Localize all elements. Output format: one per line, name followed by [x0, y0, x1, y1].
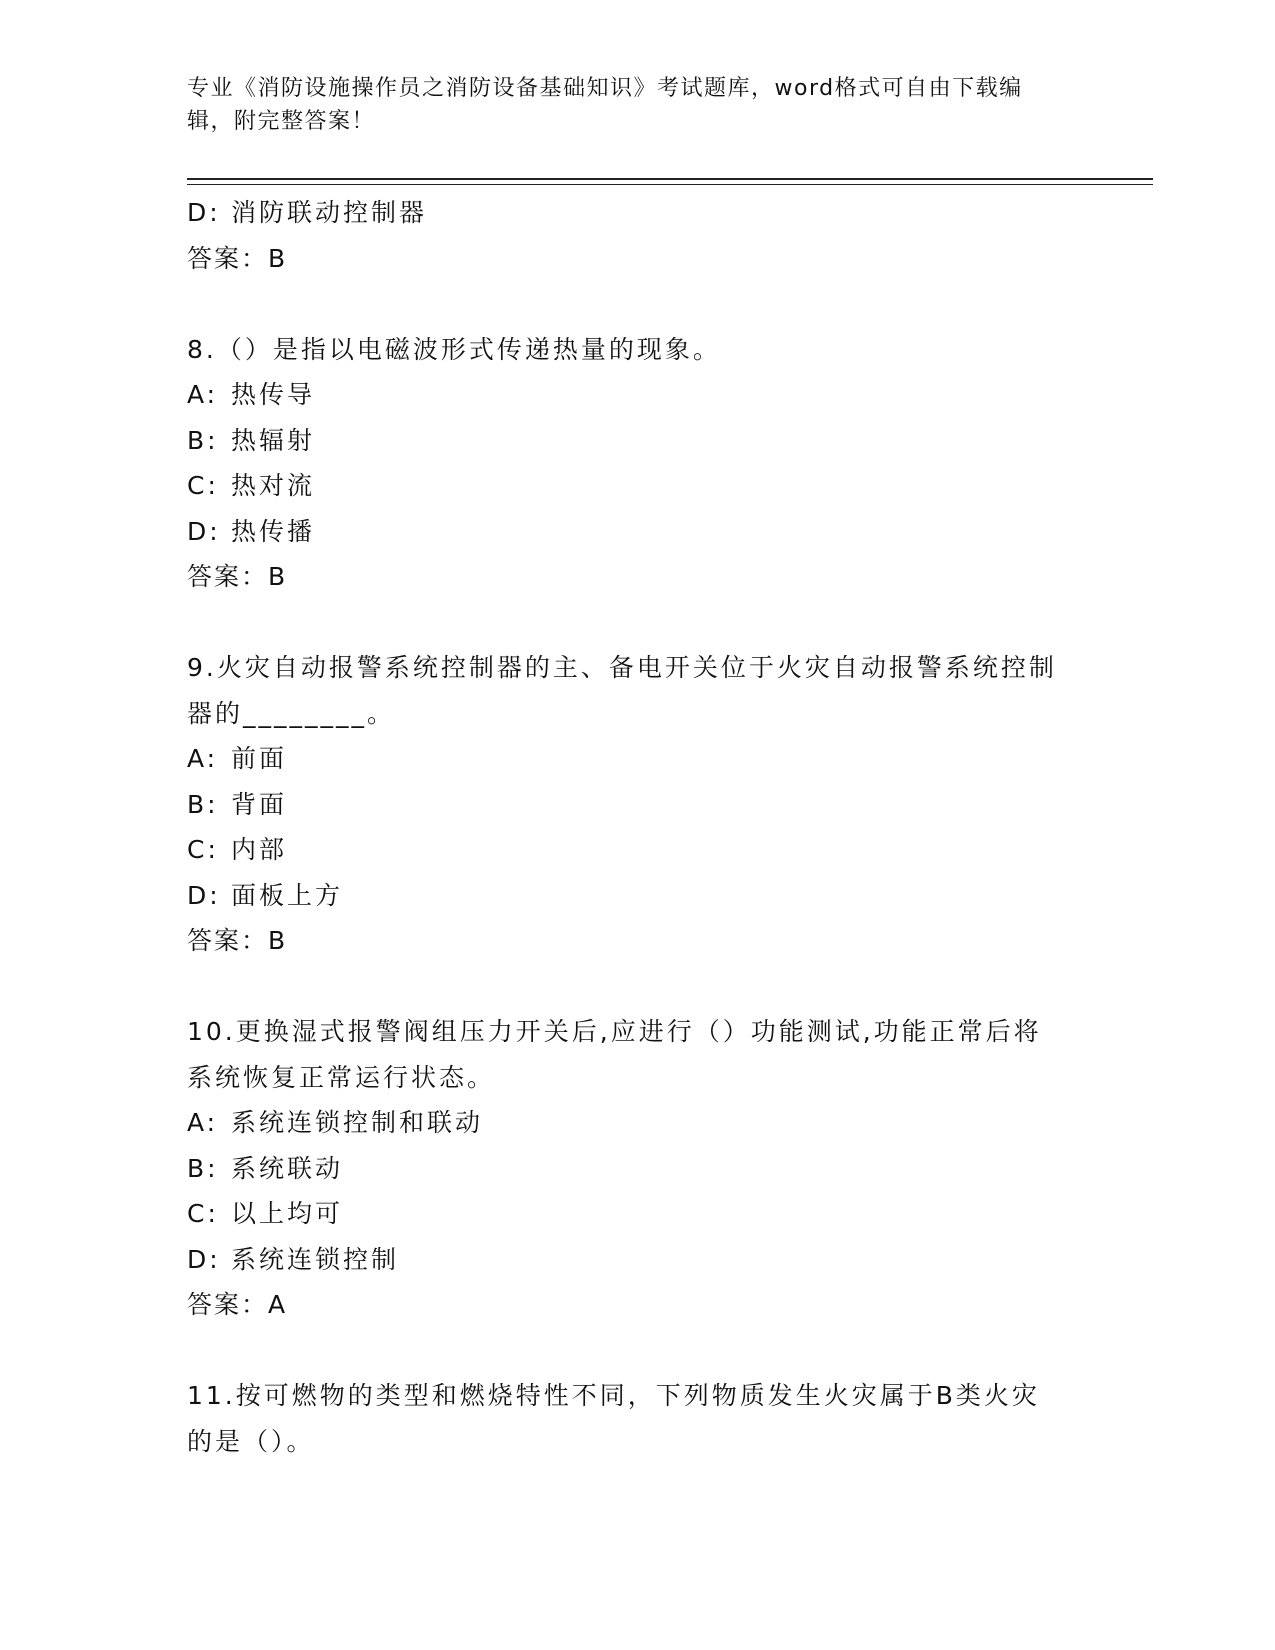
- header-rule-thin: [187, 184, 1153, 185]
- option-line: [187, 1100, 1087, 1146]
- answer-line: 答案：B: [187, 562, 288, 591]
- option-line: [187, 1191, 1087, 1237]
- option-line: [187, 1237, 1087, 1283]
- spacer: [187, 964, 1087, 1010]
- option-text: 前面: [231, 744, 288, 773]
- option-text: 系统连锁控制: [231, 1244, 400, 1274]
- option-line: [187, 873, 1087, 919]
- option-key: B:: [187, 1153, 219, 1183]
- option-line: [187, 509, 1087, 555]
- option-key: C:: [187, 835, 219, 864]
- option-line: [187, 372, 1087, 418]
- answer-line: 答案：A: [187, 1290, 288, 1319]
- option-key: B:: [187, 789, 219, 819]
- option-text: 消防联动控制器: [231, 198, 428, 227]
- spacer: [187, 281, 1087, 327]
- option-line: [187, 736, 1087, 782]
- option-key: A:: [187, 1108, 219, 1137]
- option-text: 热对流: [231, 471, 316, 500]
- option-key: C:: [187, 471, 219, 500]
- option-line: [187, 782, 1087, 828]
- question-text: 9.火灾自动报警系统控制器的主、备电开关位于火灾自动报警系统控制器的________。: [187, 653, 1057, 728]
- option-key: D:: [187, 198, 221, 227]
- option-text: 系统连锁控制和联动: [231, 1108, 484, 1137]
- header-rule-thick: [187, 178, 1153, 180]
- option-text: 背面: [231, 789, 288, 819]
- option-text: 面板上方: [231, 880, 344, 910]
- option-text: 内部: [231, 835, 288, 864]
- answer-line: 答案：B: [187, 243, 288, 273]
- option-key: A:: [187, 380, 219, 409]
- option-key: B:: [187, 425, 219, 455]
- question-text: 8.（）是指以电磁波形式传递热量的现象。: [187, 334, 721, 364]
- option-text: 热传导: [231, 380, 316, 409]
- option-line: [187, 827, 1087, 873]
- option-key: C:: [187, 1199, 219, 1228]
- option-key: D:: [187, 1244, 221, 1274]
- question-list: [187, 190, 1087, 1464]
- question-text: 10.更换湿式报警阀组压力开关后,应进行（）功能测试,功能正常后将系统恢复正常运行状态。: [187, 1017, 1042, 1092]
- option-key: D:: [187, 516, 221, 546]
- option-text: 热传播: [231, 516, 316, 546]
- option-line: [187, 418, 1087, 464]
- option-line: [187, 190, 1087, 236]
- document-header: 专业《消防设施操作员之消防设备基础知识》考试题库，word格式可自由下载编辑，附完整答案！: [187, 76, 1023, 134]
- spacer: [187, 1328, 1087, 1374]
- option-text: 系统联动: [231, 1153, 344, 1183]
- spacer: [187, 600, 1087, 646]
- option-line: [187, 1146, 1087, 1192]
- question-text: 11.按可燃物的类型和燃烧特性不同，下列物质发生火灾属于B类火灾的是（）。: [187, 1381, 1040, 1456]
- option-key: A:: [187, 744, 219, 773]
- option-text: 热辐射: [231, 425, 316, 455]
- answer-line: 答案：B: [187, 926, 288, 955]
- option-line: [187, 463, 1087, 509]
- option-text: 以上均可: [231, 1199, 344, 1228]
- option-key: D:: [187, 880, 221, 910]
